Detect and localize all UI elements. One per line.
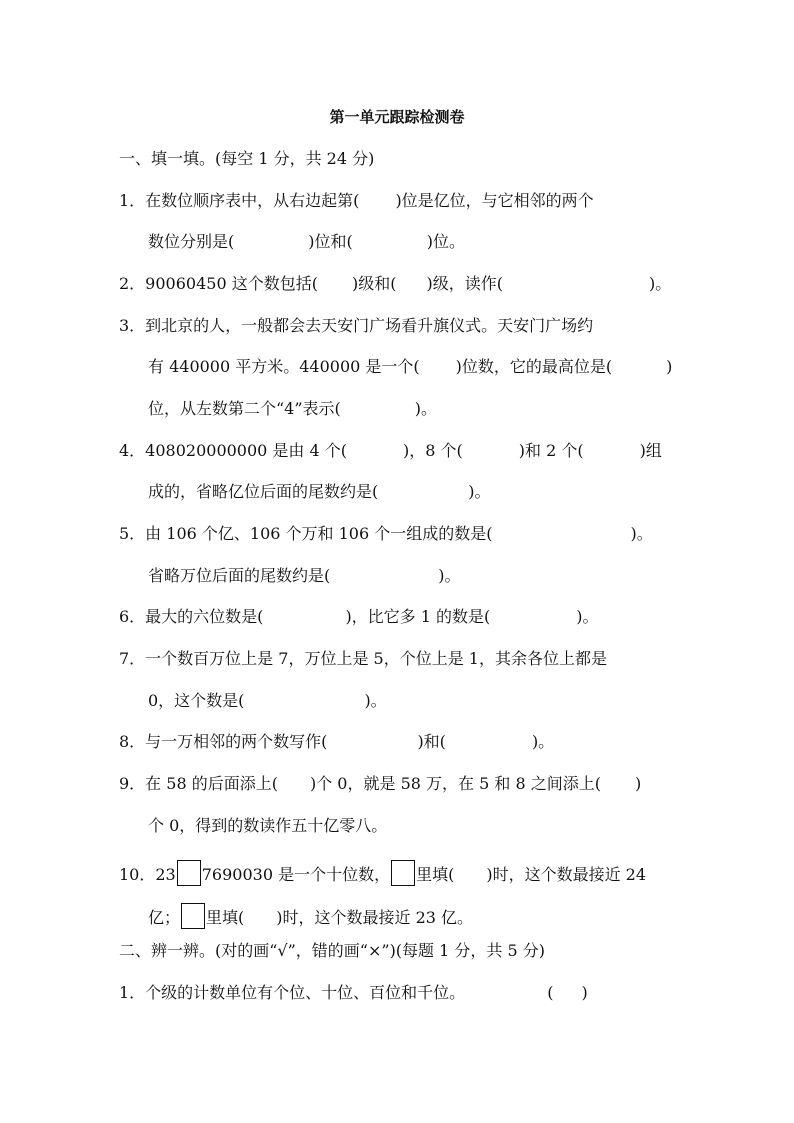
question-9-line-2: 个 0，得到的数读作五十亿零八。 — [148, 816, 388, 835]
section2-question-1: 1．个级的计数单位有个位、十位、百位和千位。 ( ) — [119, 983, 588, 1002]
digit-box[interactable] — [391, 860, 415, 886]
question-10-line-1: 10．23 7690030 是一个十位数， 里填( )时，这个数最接近 24 — [119, 860, 646, 886]
question-2: 2．90060450 这个数包括( )级和( )级，读作( )。 — [119, 274, 672, 293]
question-10-line-2: 亿； 里填( )时，这个数最接近 23 亿。 — [148, 903, 473, 929]
question-5-line-1: 5．由 106 个亿、106 个万和 106 个一组成的数是( )。 — [119, 524, 653, 543]
question-5-line-2: 省略万位后面的尾数约是( )。 — [148, 566, 461, 585]
question-7-line-2: 0，这个数是( )。 — [148, 691, 387, 710]
page-title: 第一单元跟踪检测卷 — [329, 108, 465, 126]
question-1-line-2: 数位分别是( )位和( )位。 — [148, 232, 465, 251]
question-4-line-1: 4．408020000000 是由 4 个( )，8 个( )和 2 个( )组 — [119, 441, 662, 460]
question-8: 8．与一万相邻的两个数写作( )和( )。 — [119, 732, 555, 751]
section2-heading: 二、辨一辨。(对的画“√”，错的画“×”)(每题 1 分，共 5 分) — [119, 941, 545, 960]
question-6: 6．最大的六位数是( )，比它多 1 的数是( )。 — [119, 607, 599, 626]
section1-heading: 一、填一填。(每空 1 分，共 24 分) — [119, 149, 375, 168]
digit-box[interactable] — [181, 903, 205, 929]
question-3-line-1: 3．到北京的人，一般都会去天安门广场看升旗仪式。天安门广场约 — [119, 316, 594, 335]
question-7-line-1: 7．一个数百万位上是 7，万位上是 5，个位上是 1，其余各位上都是 — [119, 649, 607, 668]
digit-box[interactable] — [177, 860, 201, 886]
question-4-line-2: 成的，省略亿位后面的尾数约是( )。 — [148, 482, 491, 501]
question-9-line-1: 9．在 58 的后面添上( )个 0，就是 58 万，在 5 和 8 之间添上( ) — [119, 774, 642, 793]
question-3-line-2: 有 440000 平方米。440000 是一个( )位数，它的最高位是( ) — [148, 357, 673, 376]
question-1-line-1: 1．在数位顺序表中，从右边起第( )位是亿位，与它相邻的两个 — [119, 191, 594, 210]
question-3-line-3: 位，从左数第二个“4”表示( )。 — [148, 399, 438, 418]
